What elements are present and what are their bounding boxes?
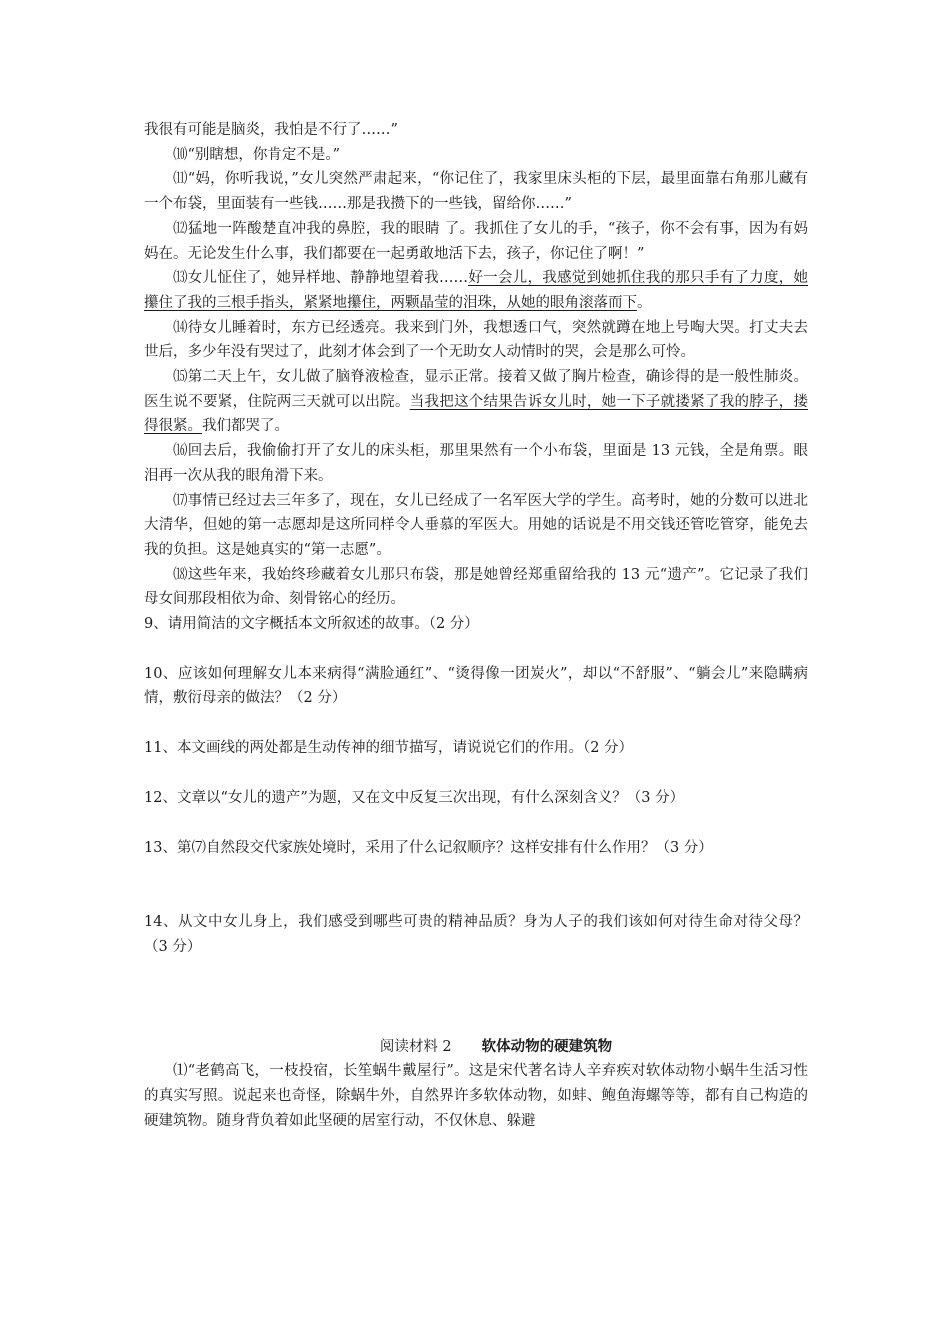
paragraph-15-text: ⒂第二天上午，女儿做了脑脊液检查，显示正常。接着又做了胸片检查，确诊得的是一般性肺炎。医生说不要紧，住院两三天就可以出院。: [144, 369, 808, 410]
question-13: 13、第⑺自然段交代家族处境时，采用了什么记叙顺序？这样安排有什么作用？（3 分）: [144, 839, 713, 856]
paragraph-13: [144, 266, 808, 315]
answer-space: [144, 711, 808, 736]
answer-space: [144, 811, 808, 836]
paragraph-15-end: 我们都哭了。: [202, 418, 289, 435]
paragraph-18: ⒅这些年来，我始终珍藏着女儿那只布袋，那是她曾经郑重留给我的 13 元“遗产”。它记录了我们母女间那段相依为命、刻骨铭心的经历。: [144, 566, 808, 608]
paragraph-16: ⒃回去后，我偷偷打开了女儿的床头柜，那里果然有一个小布袋，里面是 13 元钱，全是角票。眼泪再一次从我的眼角滑下来。: [144, 443, 808, 484]
question-9: 9、请用简洁的文字概括本文所叙述的故事。（2 分）: [144, 616, 479, 633]
answer-space: [144, 637, 808, 662]
answer-space: [144, 860, 808, 910]
paragraph-11: ⑾“妈，你听我说，”女儿突然严肃起来，“你记住了，我家里床头柜的下层，最里面靠右角那儿藏有一个布袋，里面装有一些钱……那是我攒下的一些钱，留给你……”: [144, 171, 808, 213]
question-14: 14、从文中女儿身上，我们感受到哪些可贵的精神品质？身为人子的我们该如何对待生命对待父母？（3 分）: [144, 914, 808, 955]
underlined-detail-1: 好一会儿，我感觉到她抓住我的那只手有了力度，她攥住了我的三根手指头，紧紧地攥住，两颗晶莹的泪珠，从她的眼角滚落而下: [144, 270, 809, 311]
paragraph-14: ⒁待女儿睡着时，东方已经透亮。我来到门外，我想透口气，突然就蹲在地上号啕大哭。打丈夫去世后，多少年没有哭过了，此刻才体会到了一个无助女人动情时的哭，会是那么可怜。: [144, 319, 808, 361]
answer-space: [144, 761, 808, 786]
question-11: 11、本文画线的两处都是生动传神的细节描写，请说说它们的作用。（2 分）: [144, 740, 634, 757]
paragraph-10: ⑽“别瞎想，你肯定不是。”: [173, 146, 341, 163]
paragraph-17: ⒄事情已经过去三年多了，现在，女儿已经成了一名军医大学的学生。高考时，她的分数可以进北大清华，但她的第一志愿却是这所同样令人垂慕的军医大。用她的话说是不用交钱还管吃管穿，能免去我的负担。这是她真实的“第一志愿”。: [144, 492, 808, 558]
paragraph-continued: 我很有可能是脑炎，我怕是不行了……”: [144, 122, 398, 138]
reading-2-label: 阅读材料 2: [379, 1038, 452, 1055]
paragraph-13-text: ⒀女儿怔住了，她异样地、静静地望着我……: [173, 270, 469, 287]
document-page: [144, 118, 808, 1134]
reading-2-paragraph-1: ⑴“老鹤高飞，一枝投宿，长笙蜗牛戴屋行”。这是宋代著名诗人辛弃疾对软体动物小蜗牛生活习性的真实写照。说起来也奇怪，除蜗牛外，自然界许多软体动物，如蚌、鲍鱼海螺等等，都有自己构造的硬建筑物。随身背负着如此坚硬的居室行动，不仅休息、躲避: [144, 1063, 808, 1129]
reading-2-heading: [144, 1035, 808, 1060]
paragraph-15: [144, 365, 808, 439]
question-12: 12、文章以“女儿的遗产”为题，又在文中反复三次出现，有什么深刻含义？（3 分）: [144, 789, 685, 806]
reading-2-title: 软体动物的硬建筑物: [481, 1037, 613, 1055]
paragraph-12: ⑿猛地一阵酸楚直冲我的鼻腔，我的眼睛 了。我抓住了女儿的手，“孩子，你不会有事，因为有妈妈在。无论发生什么事，我们都要在一起勇敢地活下去，孩子，你记住了啊！”: [144, 220, 808, 262]
answer-space: [144, 960, 808, 1035]
question-10: 10、应该如何理解女儿本来病得“满脸通红”、“烫得像一团炭火”，却以“不舒服”、“躺会儿”来隐瞒病情，敷衍母亲的做法？（2 分）: [144, 665, 808, 707]
paragraph-13-end: 。: [637, 294, 652, 311]
underlined-detail-2: 当我把这个结果告诉女儿时，她一下子就搂紧了我的脖子，搂得很紧。: [144, 393, 808, 435]
